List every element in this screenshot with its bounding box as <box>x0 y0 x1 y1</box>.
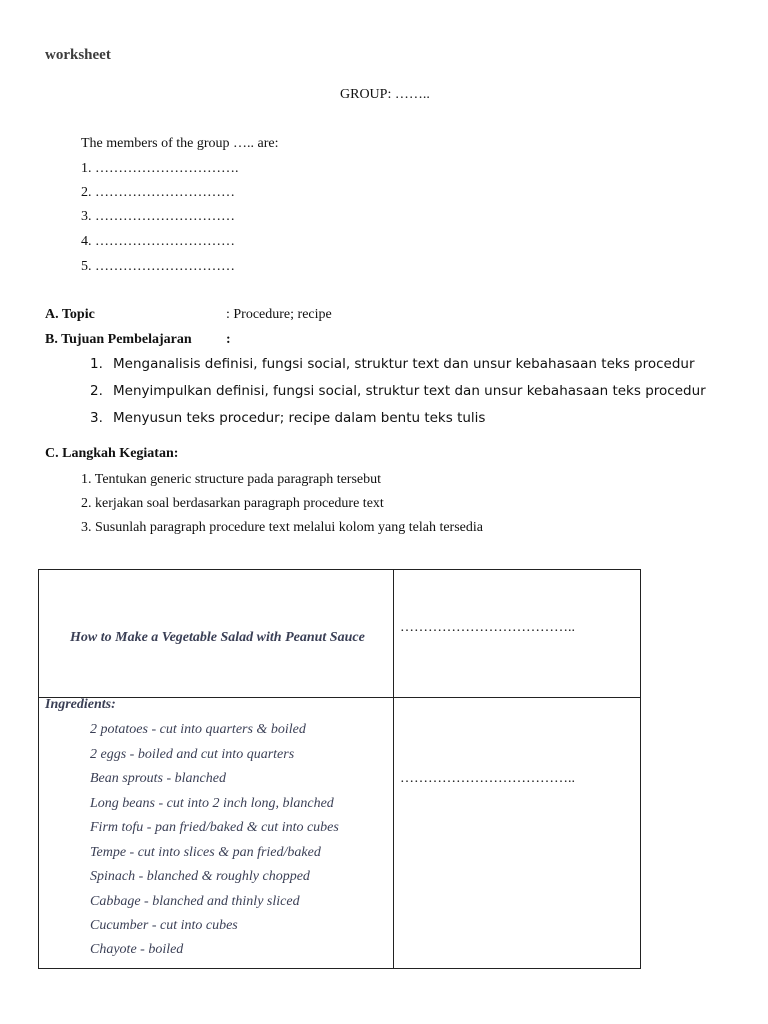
group-line: GROUP: …….. <box>340 87 430 102</box>
members-intro: The members of the group ….. are: <box>81 136 279 151</box>
ingredient-item: Chayote - boiled <box>90 942 184 957</box>
objective-text: Menyusun teks procedur; recipe dalam bentu teks tulis <box>113 410 486 426</box>
step-line: 1. Tentukan generic structure pada paragraph tersebut <box>81 472 382 487</box>
member-line: 3. ………………………… <box>81 209 235 224</box>
ingredient-item: 2 potatoes - cut into quarters & boiled <box>90 722 306 737</box>
ingredient-item: Tempe - cut into slices & pan fried/baked <box>90 845 321 860</box>
member-line: 4. ………………………… <box>81 234 235 249</box>
objective-number: 3. <box>90 410 103 426</box>
section-b-label: B. Tujuan Pembelajaran <box>45 332 192 347</box>
ingredient-item: Cucumber - cut into cubes <box>90 918 238 933</box>
ingredient-item: 2 eggs - boiled and cut into quarters <box>90 747 295 762</box>
step-line: 3. Susunlah paragraph procedure text melalui kolom yang telah tersedia <box>81 520 483 535</box>
ingredients-heading: Ingredients: <box>45 697 116 712</box>
objective-text: Menganalisis definisi, fungsi social, struktur text dan unsur kebahasaan teks procedur <box>113 356 695 372</box>
ingredient-item: Firm tofu - pan fried/baked & cut into cubes <box>90 820 339 835</box>
section-a-label: A. Topic <box>45 307 95 322</box>
objective-number: 1. <box>90 356 103 372</box>
ingredient-item: Bean sprouts - blanched <box>90 771 226 786</box>
answer-blank-2: ……………………………….. <box>400 771 575 786</box>
worksheet-label: worksheet <box>45 47 111 63</box>
section-a-value: : Procedure; recipe <box>226 307 332 322</box>
answer-blank-1: ……………………………….. <box>400 620 575 635</box>
objective-text: Menyimpulkan definisi, fungsi social, struktur text dan unsur kebahasaan teks procedur <box>113 383 706 399</box>
member-line: 5. ………………………… <box>81 259 235 274</box>
table-cell-answer-2[interactable] <box>393 697 641 969</box>
member-line: 2. ………………………… <box>81 185 235 200</box>
objective-number: 2. <box>90 383 103 399</box>
member-line: 1. …………………………. <box>81 161 239 176</box>
section-c-label: C. Langkah Kegiatan: <box>45 446 179 461</box>
recipe-title: How to Make a Vegetable Salad with Peanut Sauce <box>70 630 365 645</box>
ingredient-item: Cabbage - blanched and thinly sliced <box>90 894 300 909</box>
ingredient-item: Spinach - blanched & roughly chopped <box>90 869 310 884</box>
ingredient-item: Long beans - cut into 2 inch long, blanched <box>90 796 334 811</box>
section-b-colon: : <box>226 332 231 347</box>
step-line: 2. kerjakan soal berdasarkan paragraph procedure text <box>81 496 384 511</box>
